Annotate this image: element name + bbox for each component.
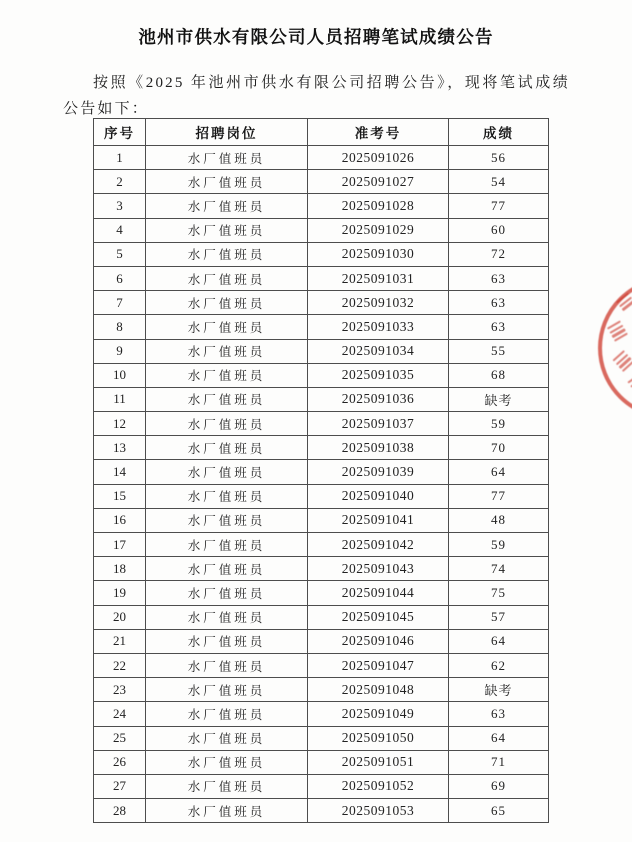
row-position: 水厂值班员 (146, 387, 308, 411)
row-index: 1 (94, 146, 146, 170)
row-position: 水厂值班员 (146, 218, 308, 242)
row-score: 72 (449, 242, 549, 266)
row-score: 65 (449, 799, 549, 823)
row-position: 水厂值班员 (146, 653, 308, 677)
row-score: 70 (449, 436, 549, 460)
row-score: 75 (449, 581, 549, 605)
row-score: 59 (449, 412, 549, 436)
row-score: 64 (449, 726, 549, 750)
row-index: 11 (94, 387, 146, 411)
score-table-body (94, 146, 549, 823)
row-index: 10 (94, 363, 146, 387)
table-row (94, 291, 549, 315)
row-score: 56 (449, 146, 549, 170)
row-score: 缺考 (449, 387, 549, 411)
row-index: 25 (94, 726, 146, 750)
table-row (94, 702, 549, 726)
row-exam-no: 2025091036 (308, 387, 449, 411)
row-score: 63 (449, 315, 549, 339)
row-exam-no: 2025091032 (308, 291, 449, 315)
row-index: 7 (94, 291, 146, 315)
table-row (94, 266, 549, 290)
row-index: 19 (94, 581, 146, 605)
row-position: 水厂值班员 (146, 678, 308, 702)
row-score: 63 (449, 291, 549, 315)
table-row (94, 653, 549, 677)
row-score: 77 (449, 484, 549, 508)
row-exam-no: 2025091043 (308, 557, 449, 581)
header-exam-no: 准考号 (308, 119, 449, 146)
row-exam-no: 2025091046 (308, 629, 449, 653)
table-row (94, 726, 549, 750)
row-index: 15 (94, 484, 146, 508)
row-exam-no: 2025091048 (308, 678, 449, 702)
row-exam-no: 2025091041 (308, 508, 449, 532)
row-position: 水厂值班员 (146, 533, 308, 557)
row-score: 62 (449, 653, 549, 677)
row-index: 24 (94, 702, 146, 726)
table-row (94, 605, 549, 629)
row-index: 9 (94, 339, 146, 363)
row-position: 水厂值班员 (146, 412, 308, 436)
row-exam-no: 2025091040 (308, 484, 449, 508)
row-exam-no: 2025091053 (308, 799, 449, 823)
row-index: 6 (94, 266, 146, 290)
row-index: 14 (94, 460, 146, 484)
header-row (94, 119, 549, 146)
row-exam-no: 2025091028 (308, 194, 449, 218)
row-score: 59 (449, 533, 549, 557)
table-row (94, 774, 549, 798)
table-row (94, 484, 549, 508)
table-row (94, 533, 549, 557)
table-row (94, 412, 549, 436)
intro-paragraph: 按照《2025 年池州市供水有限公司招聘公告》，现将笔试成绩公告如下： (63, 75, 570, 117)
row-exam-no: 2025091044 (308, 581, 449, 605)
row-exam-no: 2025091047 (308, 653, 449, 677)
score-table (93, 118, 549, 823)
table-row (94, 387, 549, 411)
row-score: 57 (449, 605, 549, 629)
row-position: 水厂值班员 (146, 291, 308, 315)
row-position: 水厂值班员 (146, 508, 308, 532)
table-row (94, 242, 549, 266)
row-position: 水厂值班员 (146, 702, 308, 726)
row-index: 2 (94, 170, 146, 194)
table-row (94, 460, 549, 484)
seal-glyph-mark (612, 350, 632, 372)
row-position: 水厂值班员 (146, 581, 308, 605)
row-exam-no: 2025091034 (308, 339, 449, 363)
row-index: 16 (94, 508, 146, 532)
header-position: 招聘岗位 (146, 119, 308, 146)
row-position: 水厂值班员 (146, 146, 308, 170)
row-score: 63 (449, 702, 549, 726)
row-exam-no: 2025091038 (308, 436, 449, 460)
row-score: 60 (449, 218, 549, 242)
row-score: 71 (449, 750, 549, 774)
row-exam-no: 2025091051 (308, 750, 449, 774)
row-index: 20 (94, 605, 146, 629)
table-row (94, 194, 549, 218)
row-exam-no: 2025091029 (308, 218, 449, 242)
seal-glyph-mark (627, 373, 632, 387)
row-exam-no: 2025091037 (308, 412, 449, 436)
table-row (94, 581, 549, 605)
row-exam-no: 2025091033 (308, 315, 449, 339)
row-score: 55 (449, 339, 549, 363)
row-exam-no: 2025091039 (308, 460, 449, 484)
row-score: 48 (449, 508, 549, 532)
table-row (94, 218, 549, 242)
seal-glyph-mark (616, 293, 632, 311)
row-position: 水厂值班员 (146, 266, 308, 290)
table-row (94, 170, 549, 194)
row-position: 水厂值班员 (146, 242, 308, 266)
row-position: 水厂值班员 (146, 436, 308, 460)
row-position: 水厂值班员 (146, 629, 308, 653)
row-score: 69 (449, 774, 549, 798)
row-position: 水厂值班员 (146, 170, 308, 194)
row-position: 水厂值班员 (146, 484, 308, 508)
table-row (94, 557, 549, 581)
row-exam-no: 2025091030 (308, 242, 449, 266)
row-index: 27 (94, 774, 146, 798)
row-index: 4 (94, 218, 146, 242)
row-position: 水厂值班员 (146, 750, 308, 774)
row-exam-no: 2025091052 (308, 774, 449, 798)
red-seal-stamp (598, 277, 632, 419)
table-row (94, 315, 549, 339)
row-position: 水厂值班员 (146, 315, 308, 339)
table-row (94, 363, 549, 387)
row-exam-no: 2025091042 (308, 533, 449, 557)
row-index: 3 (94, 194, 146, 218)
table-row (94, 146, 549, 170)
row-index: 17 (94, 533, 146, 557)
row-position: 水厂值班员 (146, 605, 308, 629)
row-score: 77 (449, 194, 549, 218)
table-row (94, 678, 549, 702)
row-index: 28 (94, 799, 146, 823)
row-index: 21 (94, 629, 146, 653)
row-index: 22 (94, 653, 146, 677)
row-score: 74 (449, 557, 549, 581)
row-exam-no: 2025091035 (308, 363, 449, 387)
score-table-header (94, 119, 549, 146)
row-score: 64 (449, 629, 549, 653)
table-row (94, 629, 549, 653)
table-row (94, 799, 549, 823)
row-score: 63 (449, 266, 549, 290)
row-position: 水厂值班员 (146, 194, 308, 218)
table-row (94, 436, 549, 460)
row-index: 18 (94, 557, 146, 581)
seal-glyph-mark (607, 320, 628, 342)
header-score: 成绩 (449, 119, 549, 146)
row-index: 5 (94, 242, 146, 266)
row-position: 水厂值班员 (146, 460, 308, 484)
row-index: 23 (94, 678, 146, 702)
row-exam-no: 2025091049 (308, 702, 449, 726)
row-position: 水厂值班员 (146, 726, 308, 750)
row-position: 水厂值班员 (146, 339, 308, 363)
row-index: 26 (94, 750, 146, 774)
row-index: 8 (94, 315, 146, 339)
row-exam-no: 2025091045 (308, 605, 449, 629)
row-exam-no: 2025091050 (308, 726, 449, 750)
page-title: 池州市供水有限公司人员招聘笔试成绩公告 (138, 27, 494, 47)
row-score: 缺考 (449, 678, 549, 702)
table-row (94, 750, 549, 774)
row-score: 68 (449, 363, 549, 387)
table-row (94, 508, 549, 532)
row-exam-no: 2025091027 (308, 170, 449, 194)
row-position: 水厂值班员 (146, 363, 308, 387)
row-index: 12 (94, 412, 146, 436)
row-exam-no: 2025091026 (308, 146, 449, 170)
row-position: 水厂值班员 (146, 557, 308, 581)
row-exam-no: 2025091031 (308, 266, 449, 290)
header-index: 序号 (94, 119, 146, 146)
row-score: 54 (449, 170, 549, 194)
row-position: 水厂值班员 (146, 774, 308, 798)
row-index: 13 (94, 436, 146, 460)
row-position: 水厂值班员 (146, 799, 308, 823)
row-score: 64 (449, 460, 549, 484)
table-row (94, 339, 549, 363)
